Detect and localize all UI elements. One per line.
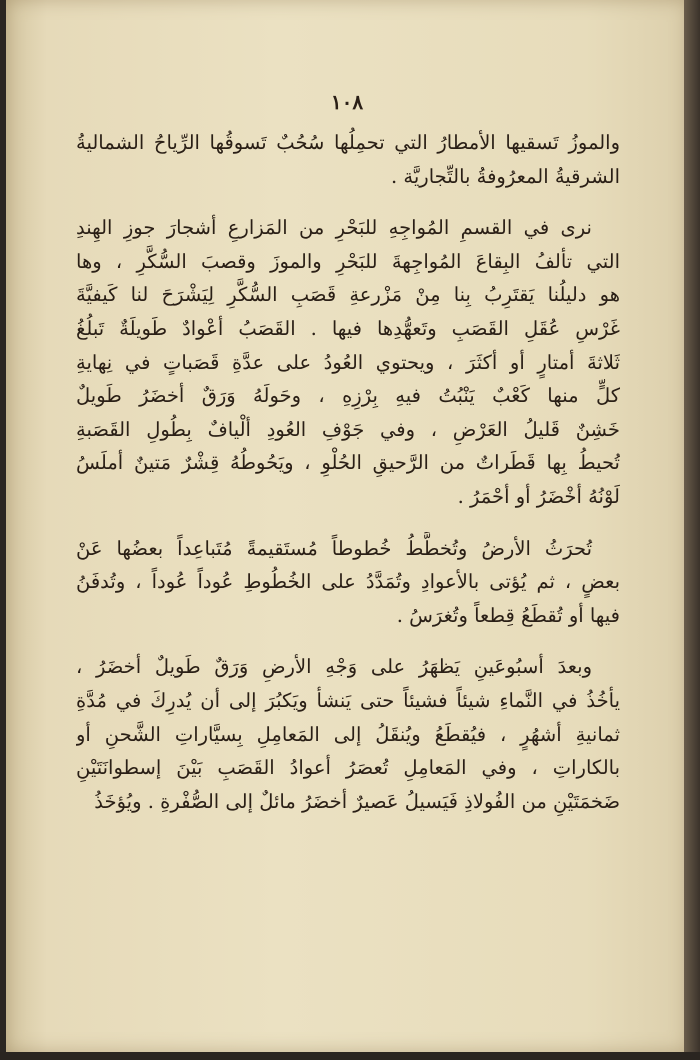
text-line: بالكاراتِ ، وفي المَعامِلِ تُعصَرُ أعوادُ القَصَبِ بَيْنَ إسطوانَتَيْنِ xyxy=(76,756,620,780)
text-line: تُحيطُ بِها قَطَراتٌ من الرَّحيقِ الحُلْوِ ، ويَحُوطُهُ قِشْرٌ مَتينٌ أملَسُ xyxy=(76,451,620,475)
text-line: بعضٍ ، ثم يُؤتى بالأعوادِ وتُمَدَّدُ على الخُطُوطِ عُوداً عُوداً ، وتُدفَنُ xyxy=(76,570,620,594)
text-line: خَشِنٌ قَليلُ العَرْضِ ، وفي جَوْفِ العُودِ ألْيافٌ بِطُولِ القَصَبةِ xyxy=(76,417,620,441)
text-line: ضَخمَتَيْنِ من الفُولاذِ فَيَسيلُ عَصيرٌ أخضَرُ مائلٌ إلى الصُّفْرةِ . ويُؤخَذُ xyxy=(94,789,620,813)
text-line: هو دليلُنا يَقتَرِبُ بِنا مِنْ مَزْرعةِ قَصَبِ السُّكَّرِ لِيَشْرَحَ لنا كَيفيَّةَ xyxy=(76,283,620,307)
text-line: والموزُ تَسقيها الأمطارُ التي تحمِلُها سُحُبٌ تَسوقُها الرِّياحُ الشماليةُ xyxy=(76,131,620,154)
page-text xyxy=(76,126,620,836)
text-line: التي تألفُ البِقاعَ المُواجِهةَ للبَحْرِ والموزَ وقصبَ السُّكَّرِ ، وها xyxy=(76,249,620,273)
text-line: تُحرَثُ الأرضُ وتُخطَّطُ خُطوطاً مُستَقيمةً مُتَباعِداً بعضُها عَنْ xyxy=(76,536,592,560)
text-line: ثَلاثةَ أمتارٍ أو أكثَرَ ، ويحتوي العُودُ على عدَّةِ قَصَباتٍ في نِهايةِ xyxy=(76,350,620,374)
text-line: وبعدَ أسبُوعَينِ يَظهَرُ على وَجْهِ الأرضِ وَرَقٌ طَويلٌ أخضَرُ ، xyxy=(76,655,592,679)
text-line: الشرقيةُ المعرُوفةُ بالتِّجاريَّة . xyxy=(391,164,620,188)
text-line: كلٍّ منها كَعْبٌ يَنْبُتُ فيهِ بِرْزِهِ ، وحَولَهُ وَرَقٌ أخضَرُ طَويلٌ xyxy=(76,384,620,408)
book-page xyxy=(6,0,688,1052)
text-line: ثمانيةِ أشهُرٍ ، فيُقطَعُ ويُنقَلُ إلى المَعامِلِ بِسيَّاراتِ الشَّحنِ أو xyxy=(76,722,620,746)
paragraph xyxy=(76,211,620,513)
book-edge-right xyxy=(684,0,700,1060)
text-line: لَوْنُهُ أخْضَرُ أو أحْمَرُ . xyxy=(457,484,620,508)
paragraph xyxy=(76,532,620,633)
book-edge-bottom xyxy=(0,1052,700,1060)
paragraph xyxy=(76,126,620,193)
text-line: فيها أو تُقطَعُ قِطعاً وتُغرَسُ . xyxy=(396,603,620,627)
text-line: غَرْسِ عُقَلِ القَصَبِ وتَعهُّدِها فيها . القَصَبُ أعْوادٌ طَويلَةٌ تَبلُغُ xyxy=(76,316,620,340)
paragraph xyxy=(76,650,620,818)
text-line: نرى في القسمِ المُواجِهِ للبَحْرِ من المَزارعِ أشجارَ جوزِ الهِندِ xyxy=(76,216,592,240)
text-line: يأخُذُ في النَّماءِ شيئاً فشيئاً حتى يَنشأ ويَكبُرَ إلى أن يُدرِكَ في مُدَّةِ xyxy=(76,688,620,712)
page-number: ١٠٨ xyxy=(330,90,364,114)
